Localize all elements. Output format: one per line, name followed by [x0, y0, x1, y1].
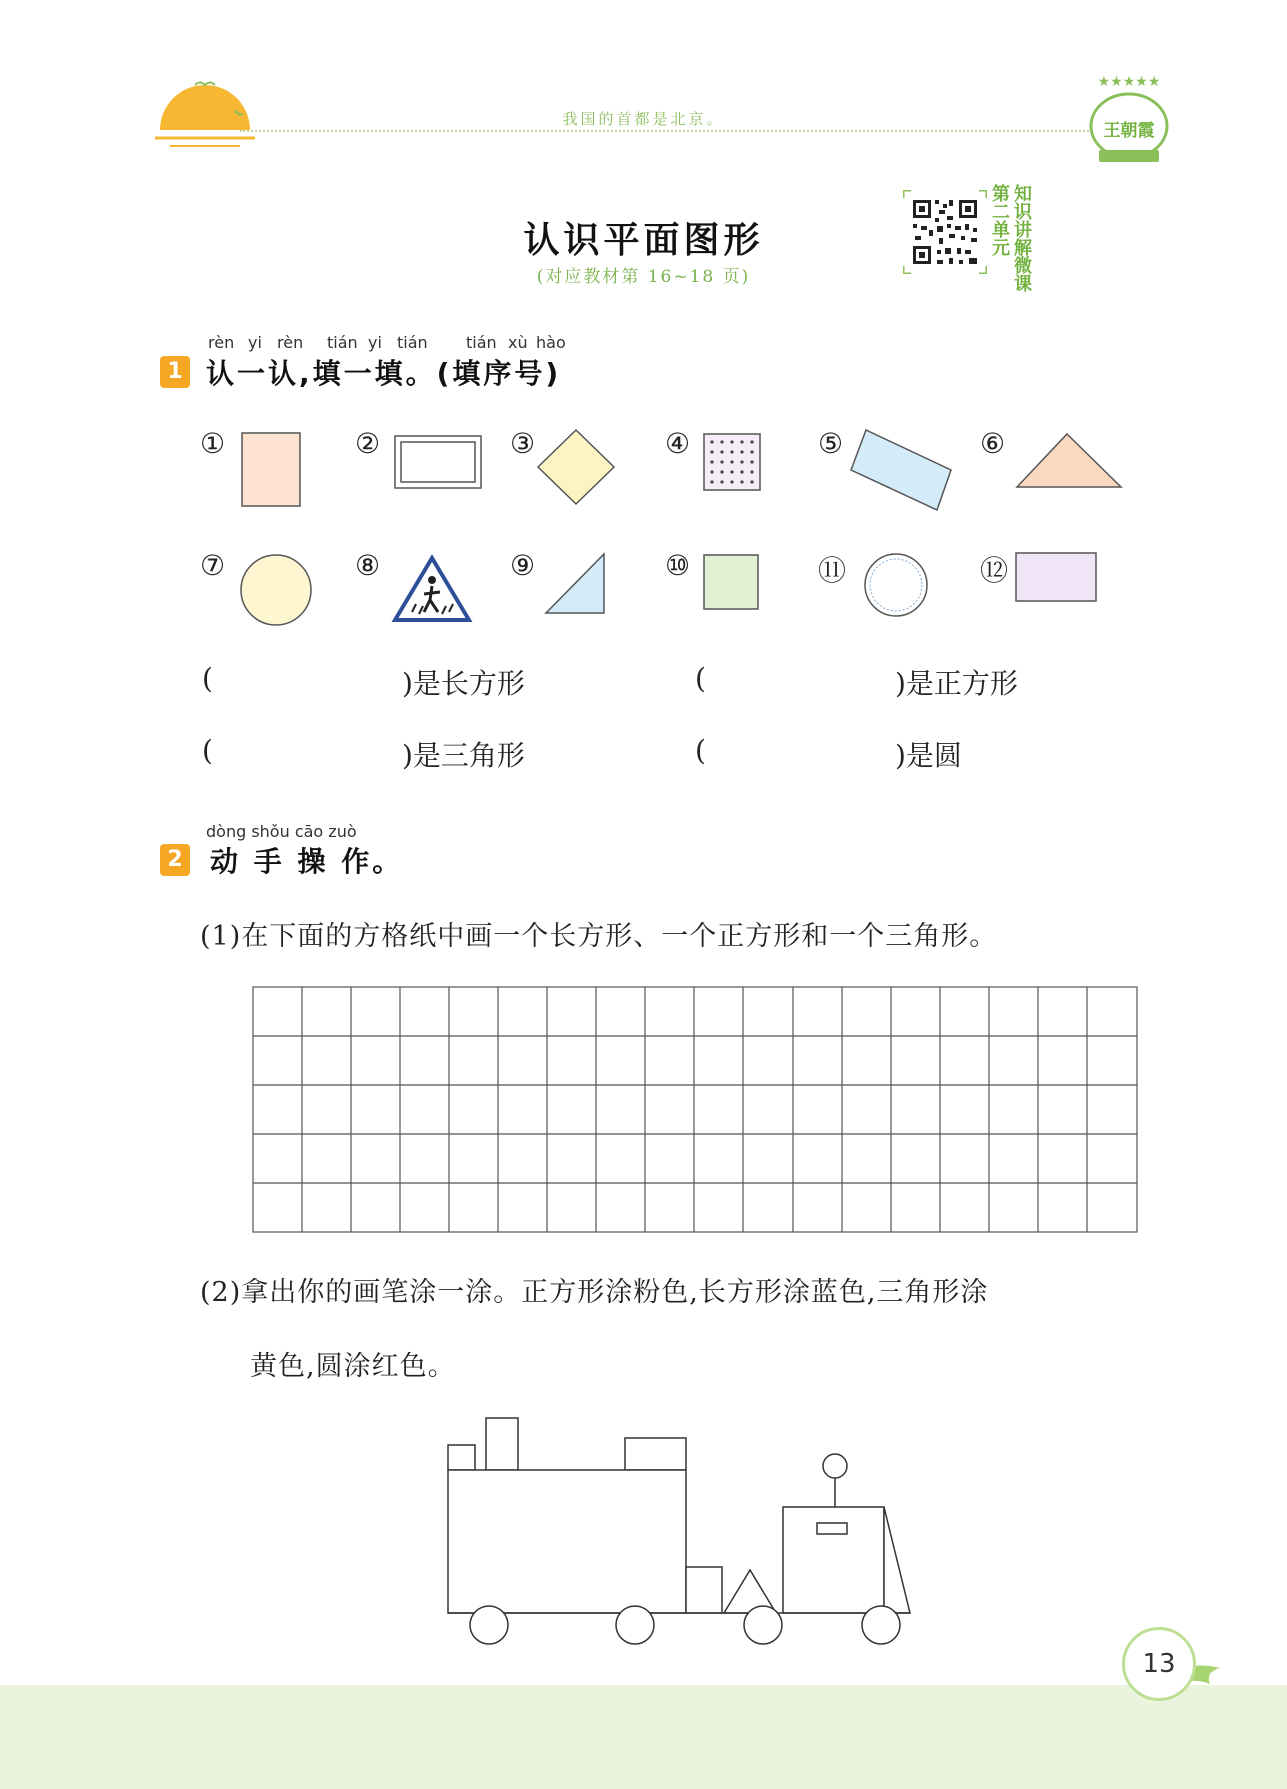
shape-7-circle [241, 555, 311, 625]
q1-title: 认一认,填一填。(填序号) [206, 357, 562, 390]
unit-label-column: 第二单元 [992, 184, 1010, 259]
blank-rectangle-label: )是长方形 [402, 667, 525, 700]
q1-pinyin-6: tián [397, 333, 428, 352]
shape-label-7: ⑦ [200, 549, 226, 582]
q2-part1-instruction: (1)在下面的方格纸中画一个长方形、一个正方形和一个三角形。 [200, 921, 998, 952]
train-wheel-3 [744, 1606, 782, 1644]
svg-text:★★★★★: ★★★★★ [1097, 74, 1161, 90]
blank-triangle-answer[interactable] [220, 740, 400, 770]
blank-rectangle-answer[interactable] [220, 668, 400, 698]
page-number: 13 [1122, 1627, 1196, 1701]
shape-3-square [538, 430, 614, 504]
q2-part2-instruction-line2: 黄色,圆涂红色。 [250, 1351, 456, 1382]
q2-pinyin: dòng shǒu cāo zuò [206, 822, 357, 841]
shape-label-10: ⑩ [665, 549, 691, 582]
q1-pinyin-4: tián [327, 333, 358, 352]
shape-6-triangle [1017, 434, 1121, 487]
train-figure[interactable] [440, 1410, 920, 1650]
shape-9-triangle [546, 554, 604, 613]
page-title: 认识平面图形 [523, 220, 764, 261]
page-subtitle: (对应教材第 16~18 页) [536, 267, 751, 287]
train-wheel-1 [470, 1606, 508, 1644]
shape-label-6: ⑥ [980, 427, 1006, 460]
grid-paper[interactable] [252, 986, 1139, 1235]
footer-background [0, 1685, 1287, 1789]
shape-1-rectangle [242, 433, 300, 506]
micro-lesson-label-column: 知识讲解微课 [1014, 184, 1032, 295]
q1-pinyin-7: tián [466, 333, 497, 352]
q1-pinyin-9: hào [536, 333, 566, 352]
shape-label-11: ⑪ [818, 554, 847, 587]
train-tall-chimney [486, 1418, 518, 1470]
train-wheel-2 [616, 1606, 654, 1644]
q2-title: 动 手 操 作。 [210, 845, 404, 878]
train-window [817, 1523, 847, 1534]
train-small-square [686, 1567, 722, 1613]
blank-square-label: )是正方形 [895, 667, 1018, 700]
shape-label-12: ⑫ [980, 554, 1009, 587]
q1-pinyin-8: xù [508, 333, 528, 352]
shape-label-9: ⑨ [510, 549, 536, 582]
q1-pinyin-2: yi [248, 333, 262, 352]
train-front-triangle [884, 1507, 910, 1613]
train-wheel-4 [862, 1606, 900, 1644]
shape-11-circle [865, 554, 927, 616]
header-motto: 我国的首都是北京。 [562, 110, 725, 128]
q1-pinyin-1: rèn [208, 333, 235, 352]
shape-label-8: ⑧ [355, 549, 381, 582]
train-main-body [448, 1470, 686, 1613]
blank-triangle-open: ( [202, 734, 213, 767]
q1-pinyin-5: yi [368, 333, 382, 352]
q2-number-badge: 2 [160, 844, 190, 876]
shape-label-3: ③ [510, 427, 536, 460]
shape-label-4: ④ [665, 427, 691, 460]
blank-circle-answer[interactable] [713, 740, 893, 770]
brand-logo-text: 王朝霞 [1103, 121, 1155, 141]
blank-square-open: ( [695, 662, 706, 695]
blank-square-answer[interactable] [713, 668, 893, 698]
shape-label-1: ① [200, 427, 226, 460]
train-headlamp [823, 1454, 847, 1478]
blank-triangle-label: )是三角形 [402, 739, 525, 772]
shape-label-2: ② [355, 427, 381, 460]
shape-12-rectangle [1016, 553, 1096, 601]
shape-label-5: ⑤ [818, 427, 844, 460]
blank-circle-label: )是圆 [895, 739, 962, 772]
q1-number-badge: 1 [160, 356, 190, 388]
blank-rectangle-open: ( [202, 662, 213, 695]
train-small-chimney [448, 1445, 475, 1470]
shape-5-rectangle [851, 430, 951, 510]
train-cab-top [625, 1438, 686, 1470]
blank-circle-open: ( [695, 734, 706, 767]
q1-pinyin-3: rèn [277, 333, 304, 352]
shape-10-square [704, 555, 758, 609]
q2-part2-instruction-line1: (2)拿出你的画笔涂一涂。正方形涂粉色,长方形涂蓝色,三角形涂 [200, 1277, 989, 1308]
